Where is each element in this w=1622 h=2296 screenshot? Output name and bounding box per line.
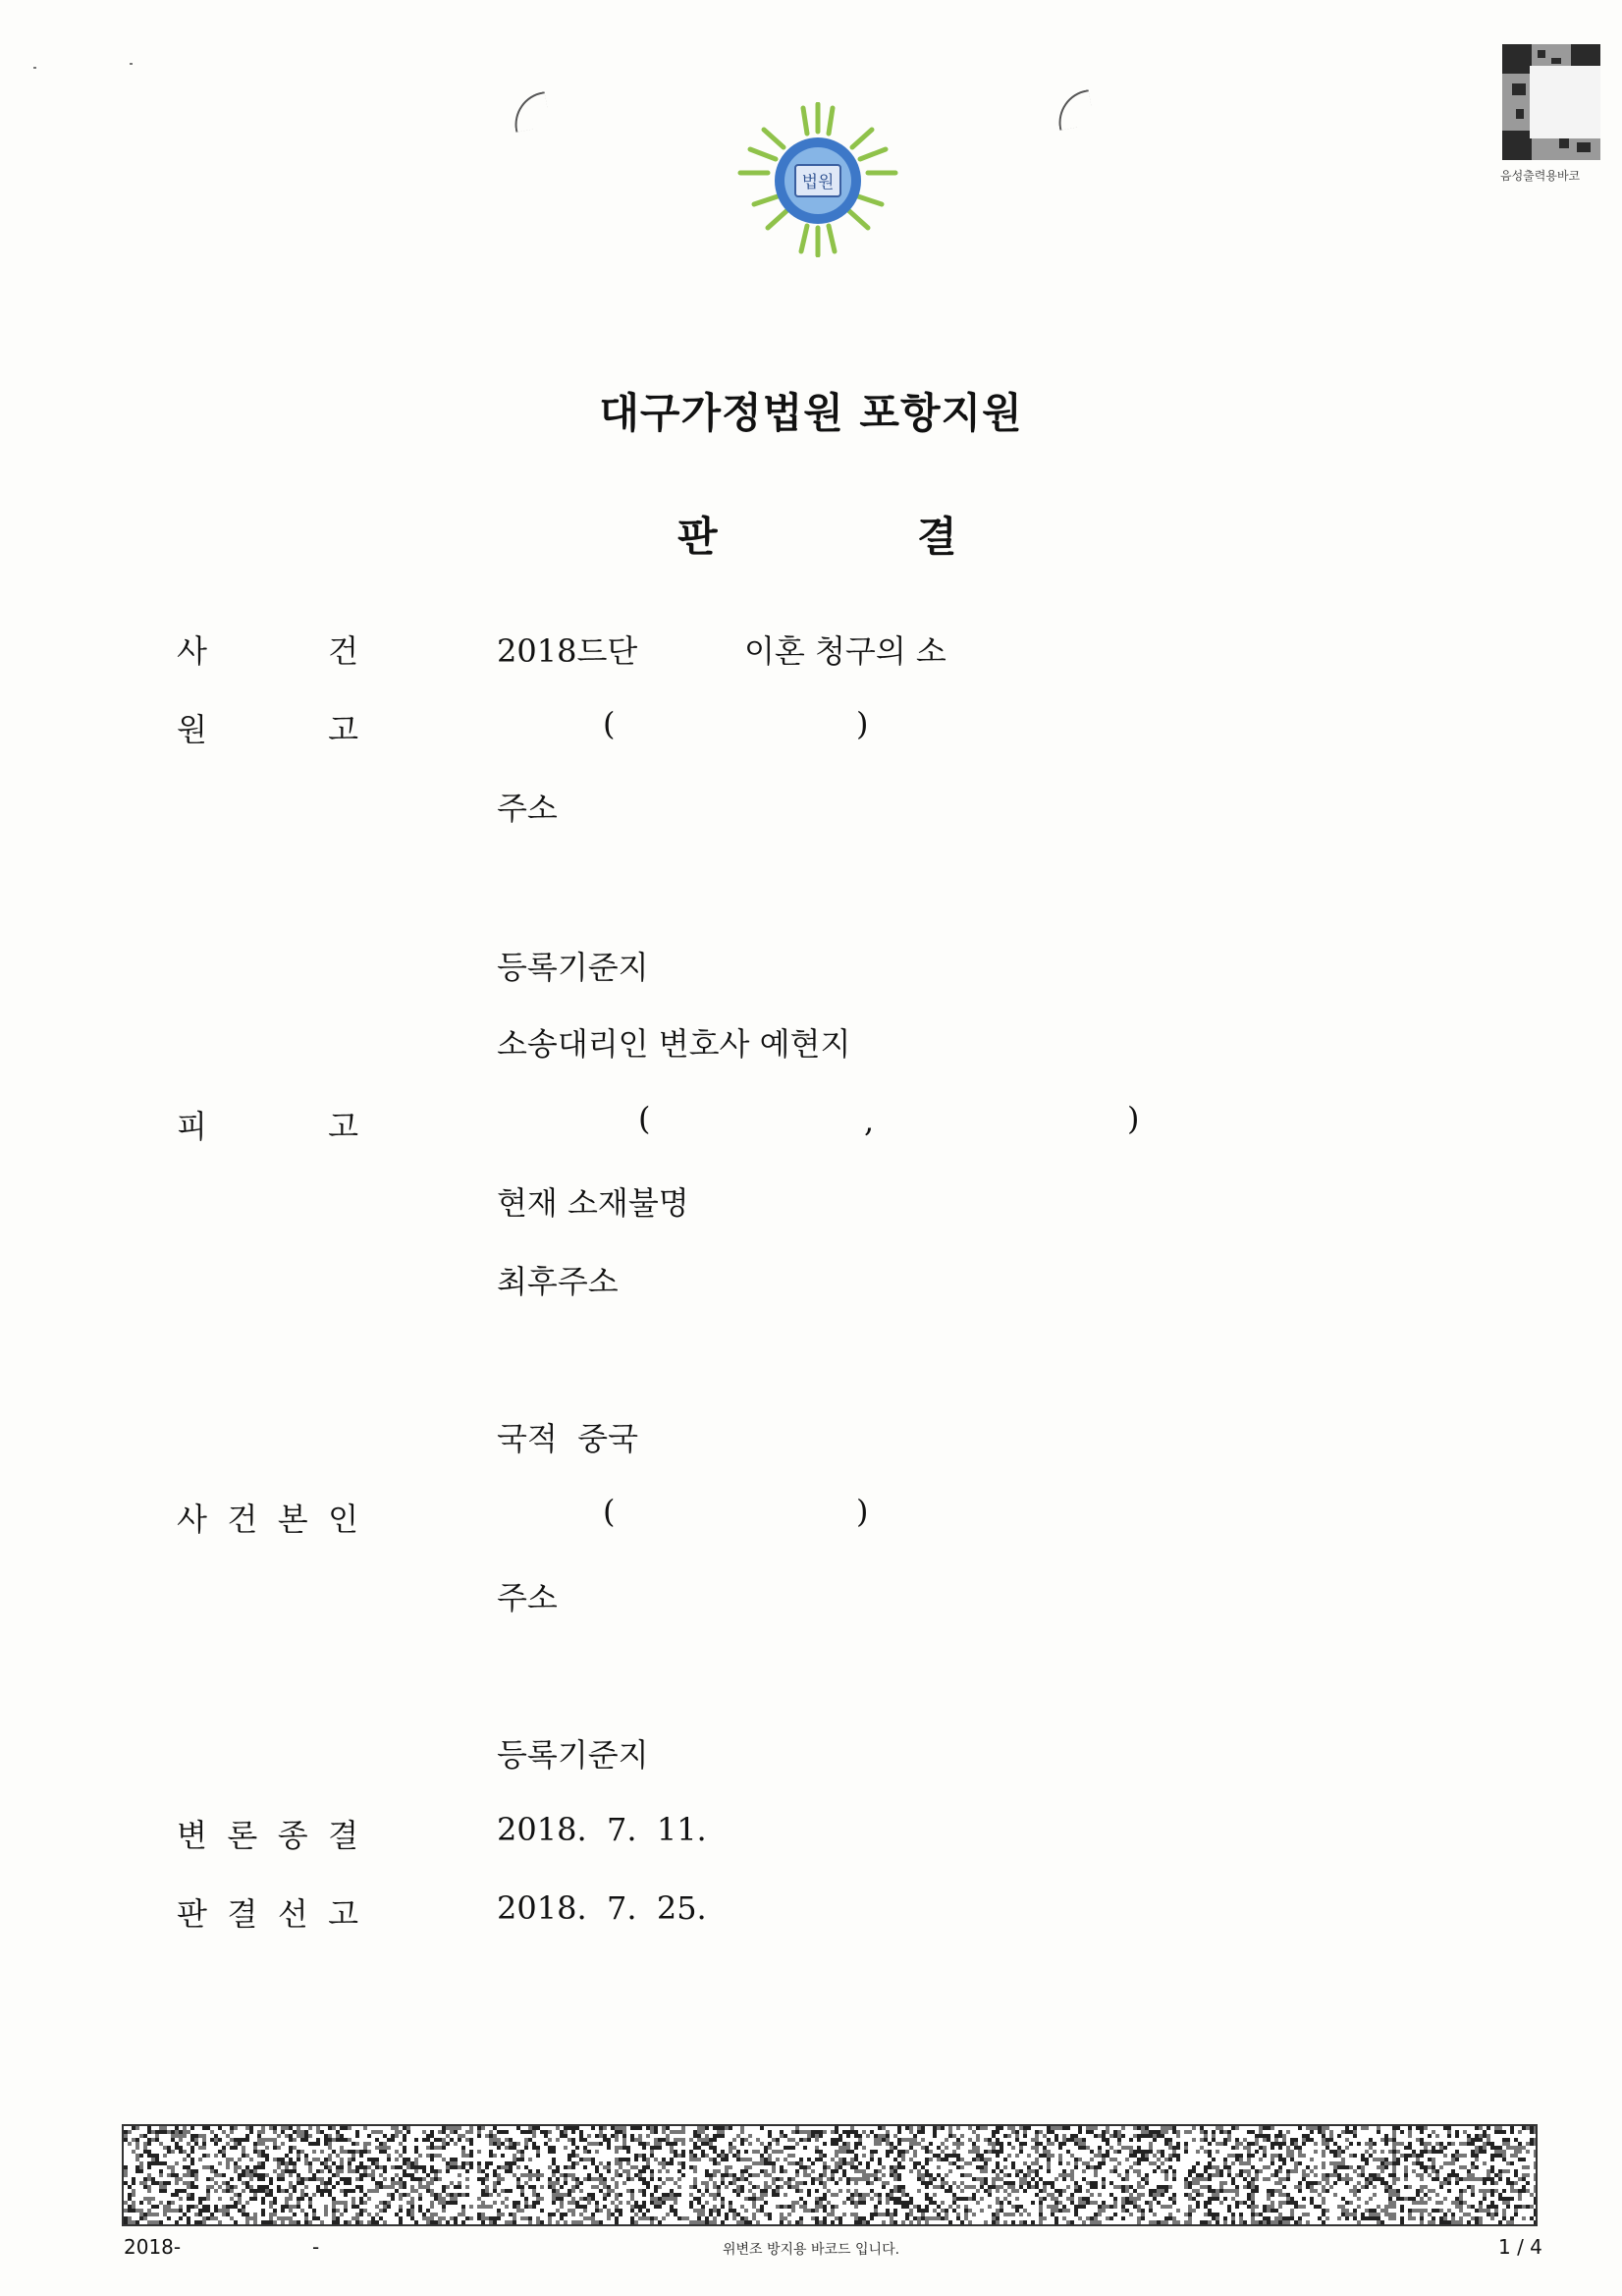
plaintiff-close-paren: ) <box>856 705 869 742</box>
hearing-closed-date: 2018. 7. 11. <box>497 1811 707 1848</box>
judgment-date-label: 판 결 선 고 <box>177 1895 358 1933</box>
defendant-status: 현재 소재불명 <box>497 1184 689 1222</box>
plaintiff-registry-label: 등록기준지 <box>497 949 649 986</box>
svg-text:법원: 법원 <box>801 173 835 192</box>
punch-hole-mark <box>510 91 551 133</box>
punch-hole-mark <box>1054 89 1095 131</box>
principal-address-label: 주소 <box>497 1579 558 1616</box>
page-number: 1 / 4 <box>1498 2235 1542 2259</box>
case-number: 2018드단 <box>497 632 638 670</box>
voice-output-barcode <box>1502 44 1600 160</box>
plaintiff-counsel: 소송대리인 변호사 예현지 <box>497 1025 851 1063</box>
hearing-closed-label: 변 론 종 결 <box>177 1817 358 1854</box>
document-title-second: 결 <box>917 513 957 561</box>
principal-close-paren: ) <box>856 1493 869 1530</box>
court-name: 대구가정법원 포항지원 <box>599 389 1023 437</box>
defendant-last-address-label: 최후주소 <box>497 1263 619 1300</box>
principal-label: 사 건 본 인 <box>177 1501 358 1538</box>
plaintiff-label: 원 고 <box>177 711 358 748</box>
qr-caption: 음성출력용바코 <box>1500 169 1581 183</box>
scan-speck <box>33 67 36 69</box>
barcode-note: 위변조 방지용 바코드 입니다. <box>722 2242 900 2258</box>
case-label: 사 건 <box>177 632 358 670</box>
plaintiff-address-label: 주소 <box>497 790 558 827</box>
principal-open-paren: ( <box>603 1493 616 1530</box>
document-title-first: 판 <box>677 513 718 561</box>
footer-case-prefix: 2018- <box>124 2235 182 2259</box>
judgment-date: 2018. 7. 25. <box>497 1889 707 1927</box>
defendant-close-paren: ) <box>1127 1100 1140 1137</box>
defendant-label: 피 고 <box>177 1108 358 1145</box>
defendant-comma: , <box>864 1102 875 1139</box>
defendant-open-paren: ( <box>638 1100 651 1137</box>
defendant-nationality: 국적 중국 <box>497 1420 638 1457</box>
court-emblem-icon <box>734 102 901 257</box>
case-title: 이혼 청구의 소 <box>744 632 946 670</box>
principal-registry-label: 등록기준지 <box>497 1736 649 1774</box>
footer-dash: - <box>312 2235 320 2259</box>
anti-forgery-barcode <box>122 2124 1538 2226</box>
scan-speck <box>130 63 133 65</box>
plaintiff-open-paren: ( <box>603 705 616 742</box>
